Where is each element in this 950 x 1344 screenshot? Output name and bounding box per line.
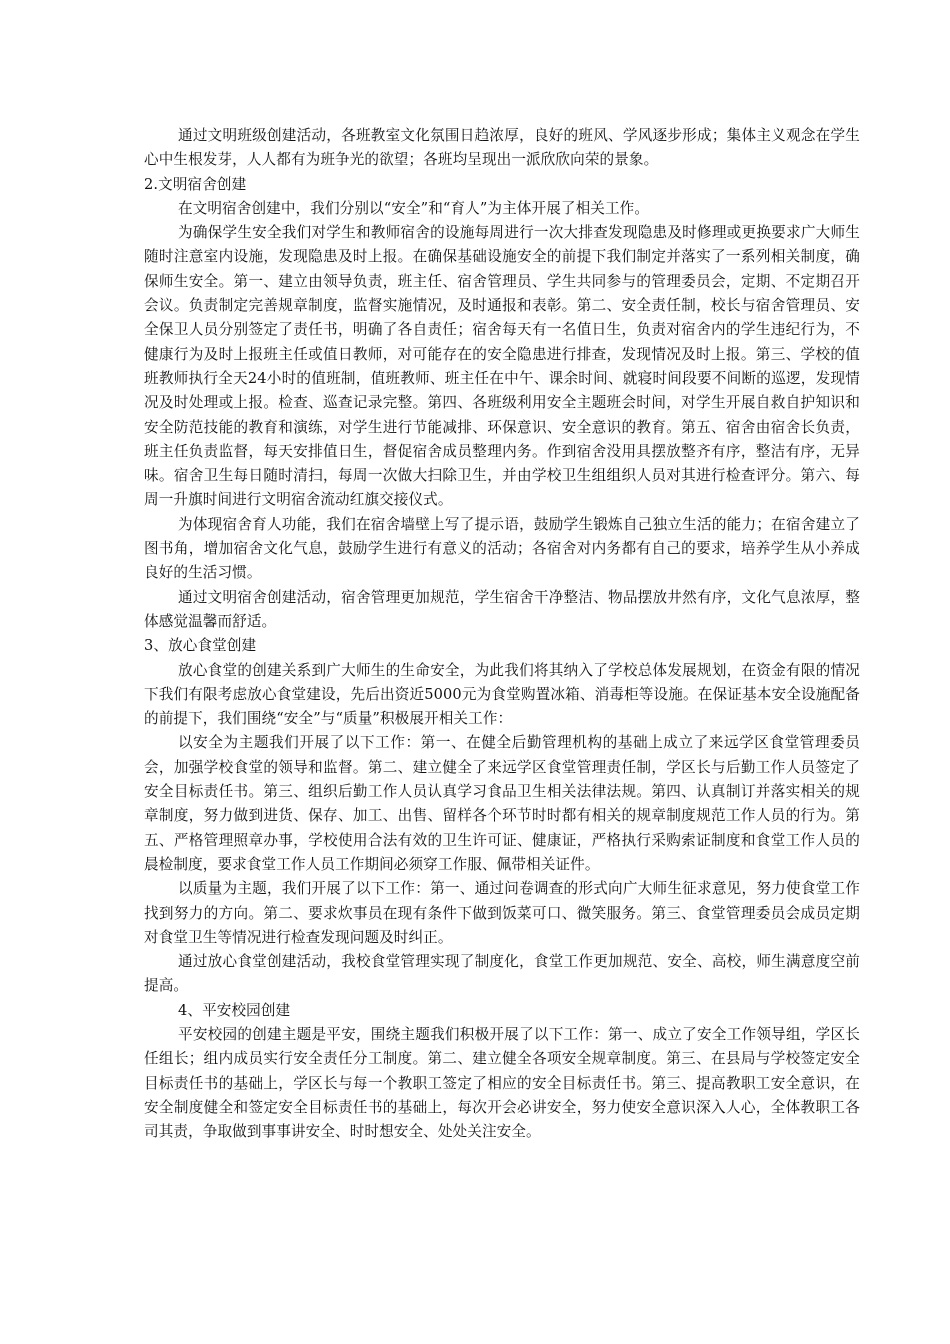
paragraph-safe-campus: 平安校园的创建主题是平安，围绕主题我们积极开展了以下工作：第一、成立了安全工作领导组，学区长任组长；组内成员实行安全责任分工制度。第二、建立健全各项安全规章制度。第三、在县局与学校签定安全目标责任书的基础上，学区长与每一个教职工签定了相应的安全目标责任书。第三、提高教职工安全意识，在安全制度健全和签定安全目标责任书的基础上，每次开会必讲安全，努力使安全意识深入人心，全体教职工各司其责，争取做到事事讲安全、时时想安全、处处关注安全。 bbox=[144, 1025, 860, 1141]
heading-canteen: 3、放心食堂创建 bbox=[144, 637, 257, 655]
heading-dorm: 2.文明宿舍创建 bbox=[144, 175, 247, 193]
paragraph-canteen-summary: 通过放心食堂创建活动，我校食堂管理实现了制度化，食堂工作更加规范、安全、高校，师生满意度空前提高。 bbox=[144, 953, 860, 995]
paragraph-dorm-intro: 在文明宿舍创建中，我们分别以“安全”和“育人”为主体开展了相关工作。 bbox=[178, 199, 650, 217]
paragraph-dorm-safety: 为确保学生安全我们对学生和教师宿舍的设施每周进行一次大排查发现隐患及时修理或更换要求广大师生随时注意室内设施，发现隐患及时上报。在确保基础设施安全的前提下我们制定并落实了一系列相关制度，确保师生安全。第一、建立由领导负责，班主任、宿舍管理员、学生共同参与的管理委员会，定期、不定期召开会议。负责制定完善规章制度，监督实施情况，及时通报和表彰。第二、安全责任制，校长与宿舍管理员、安全保卫人员分别签定了责任书，明确了各自责任；宿舍每天有一名值日生，负责对宿舍内的学生违纪行为，不健康行为及时上报班主任或值日教师，对可能存在的安全隐患进行排查，发现情况及时上报。第三、学校的值班教师执行全天24小时的值班制，值班教师、班主任在中午、课余时间、就寝时间段要不间断的巡逻，发现情况及时处理或上报。检查、巡查记录完整。第四、各班级利用安全主题班会时间，对学生开展自救自护知识和安全防范技能的教育和演练，对学生进行节能减排、环保意识、安全意识的教育。第五、宿舍由宿舍长负责，班主任负责监督，每天安排值日生，督促宿舍成员整理内务。作到宿舍没用具摆放整齐有序，整洁有序，无异味。宿舍卫生每日随时清扫，每周一次做大扫除卫生，并由学校卫生组组织人员对其进行检查评分。第六、每周一升旗时间进行文明宿舍流动红旗交接仪式。 bbox=[144, 224, 860, 509]
paragraph-canteen-safety: 以安全为主题我们开展了以下工作：第一、在健全后勤管理机构的基础上成立了来远学区食堂管理委员会，加强学校食堂的领导和监督。第二、建立健全了来远学区食堂管理责任制，学区长与后勤工作人员签定了安全目标责任书。第三、组织后勤工作人员认真学习食品卫生相关法律法规。第四、认真制订并落实相关的规章制度，努力做到进货、保存、加工、出售、留样各个环节时时都有相关的规章制度规范工作人员的行为。第五、严格管理照章办事，学校使用合法有效的卫生许可证、健康证，严格执行采购索证制度和食堂工作人员的晨检制度，要求食堂工作人员工作期间必须穿工作服、佩带相关证件。 bbox=[144, 734, 860, 873]
paragraph-dorm-education: 为体现宿舍育人功能，我们在宿舍墙壁上写了提示语，鼓励学生锻炼自己独立生活的能力；在宿舍建立了图书角，增加宿舍文化气息，鼓励学生进行有意义的活动；各宿舍对内务都有自己的要求，培养学生从小养成良好的生活习惯。 bbox=[144, 515, 860, 582]
paragraph-canteen-quality: 以质量为主题，我们开展了以下工作：第一、通过问卷调查的形式向广大师生征求意见，努力使食堂工作找到努力的方向。第二、要求炊事员在现有条件下做到饭菜可口、微笑服务。第三、食堂管理委员会成员定期对食堂卫生等情况进行检查发现问题及时纠正。 bbox=[144, 880, 860, 946]
heading-safe-campus: 4、平安校园创建 bbox=[178, 1001, 291, 1019]
document-page bbox=[144, 124, 860, 1144]
paragraph-class-summary: 通过文明班级创建活动，各班教室文化氛围日趋浓厚，良好的班风、学风逐步形成；集体主义观念在学生心中生根发芽，人人都有为班争光的欲望；各班均呈现出一派欣欣向荣的景象。 bbox=[144, 127, 860, 169]
paragraph-canteen-intro: 放心食堂的创建关系到广大师生的生命安全，为此我们将其纳入了学校总体发展规划，在资金有限的情况下我们有限考虑放心食堂建设，先后出资近5000元为食堂购置冰箱、消毒柜等设施。在保证基本安全设施配备的前提下，我们围绕“安全”与“质量”积极展开相关工作： bbox=[144, 661, 860, 728]
paragraph-dorm-summary: 通过文明宿舍创建活动，宿舍管理更加规范，学生宿舍干净整洁、物品摆放井然有序，文化气息浓厚，整体感觉温馨而舒适。 bbox=[144, 588, 860, 630]
